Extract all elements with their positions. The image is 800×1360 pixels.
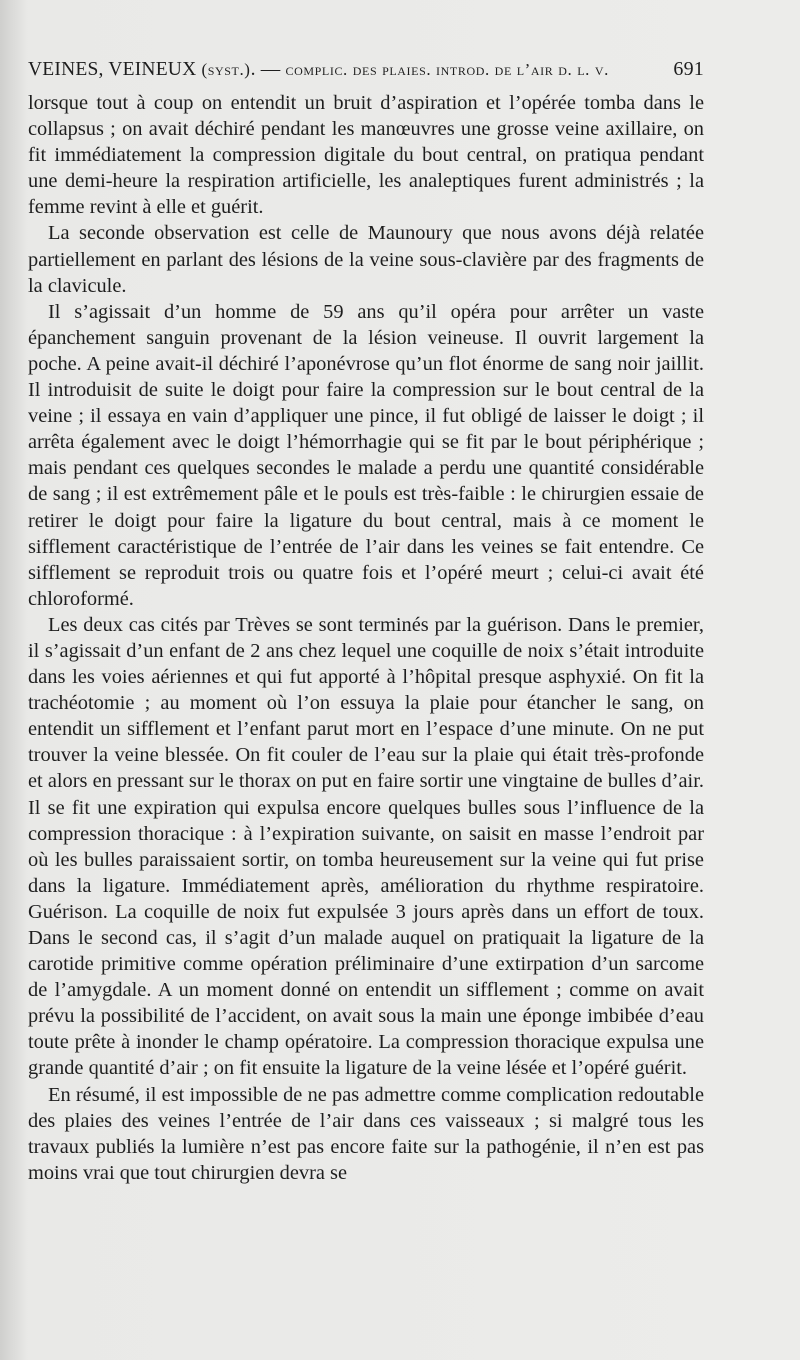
- paragraph-4: Les deux cas cités par Trèves se sont terminés par la guérison. Dans le premier, il s’agissait d’un enfant de 2 ans chez lequel une coquille de noix s’était introduite dans les voies aériennes et qui fut apporté à l’hôpital presque asphyxié. On fit la trachéotomie ; au moment où l’on essuya la plaie pour étancher le sang, on entendit un sifflement et l’enfant parut mort en l’espace d’une minute. On ne put trouver la veine blessée. On fit couler de l’eau sur la plaie qui était très-profonde et alors en pressant sur le thorax on put en faire sortir une vingtaine de bulles d’air. Il se fit une expiration qui expulsa encore quelques bulles sous l’influence de la compression thoracique : à l’expiration suivante, on saisit en masse l’endroit par où les bulles paraissaient sortir, on tomba heureusement sur la veine qui fut prise dans la ligature. Immédiatement après, amélioration du rhythme respiratoire. Guérison. La coquille de noix fut expulsée 3 jours après dans un effort de toux. Dans le second cas, il s’agit d’un malade auquel on pratiquait la ligature de la carotide primitive comme opération préliminaire d’une extirpation d’un sarcome de l’amygdale. A un moment donné on entendit un sifflement ; comme on avait prévu la possibilité de l’accident, on avait sous la main une éponge imbibée d’eau toute prête à inonder le champ opératoire. La compression thoracique expulsa une grande quantité d’air ; on fit ensuite la ligature de la veine lésée et l’opéré guérit.: [28, 613, 704, 1080]
- header-separator: . —: [250, 59, 286, 80]
- page-number: 691: [673, 58, 704, 80]
- header-syst: (syst.): [201, 60, 251, 79]
- header-title-left: VEINES, VEINEUX: [28, 59, 202, 80]
- body-text: [28, 90, 704, 1186]
- running-header: [28, 58, 704, 90]
- paragraph-3: Il s’agissait d’un homme de 59 ans qu’il opéra pour arrêter un vaste épanchement sanguin provenant de la lésion veineuse. Il ouvrit largement la poche. A peine avait-il déchiré l’aponévrose qu’un flot énorme de sang noir jaillit. Il introduisit de suite le doigt pour faire la compression sur le bout central de la veine ; il essaya en vain d’appliquer une pince, il fut obligé de laisser le doigt ; il arrêta également avec le doigt l’hémorrhagie qui se fit par le bout périphérique ; mais pendant ces quelques secondes le malade a perdu une quantité considérable de sang ; il est extrêmement pâle et le pouls est très-faible : le chirurgien essaie de retirer le doigt pour faire la ligature du bout central, mais à ce moment le sifflement caractéristique de l’entrée de l’air dans les veines se fait entendre. Ce sifflement se reproduit trois ou quatre fois et l’opéré meurt ; celui-ci avait été chloroformé.: [28, 300, 704, 610]
- paragraph-1: lorsque tout à coup on entendit un bruit d’aspiration et l’opérée tomba dans le collapsus ; on avait déchiré pendant les manœuvres une grosse veine axillaire, on fit immédiatement la compression digitale du bout central, on pratiqua pendant une demi-heure la respiration artificielle, les analeptiques furent administrés ; la femme revint à elle et guérit.: [28, 92, 704, 219]
- paragraph-2: La seconde observation est celle de Maunoury que nous avons déjà relatée partiellement en parlant des lésions de la veine sous-clavière par des fragments de la clavicule.: [28, 222, 704, 297]
- running-head-title: [28, 59, 609, 81]
- header-section: complic. des plaies. introd. de l’air d. l. v.: [285, 60, 609, 79]
- paragraph-5: En résumé, il est impossible de ne pas admettre comme complication redoutable des plaies des veines l’entrée de l’air dans ces vaisseaux ; si malgré tous les travaux publiés la lumière n’est pas encore faite sur la pathogénie, il n’en est pas moins vrai que tout chirurgien devra se: [28, 1083, 704, 1184]
